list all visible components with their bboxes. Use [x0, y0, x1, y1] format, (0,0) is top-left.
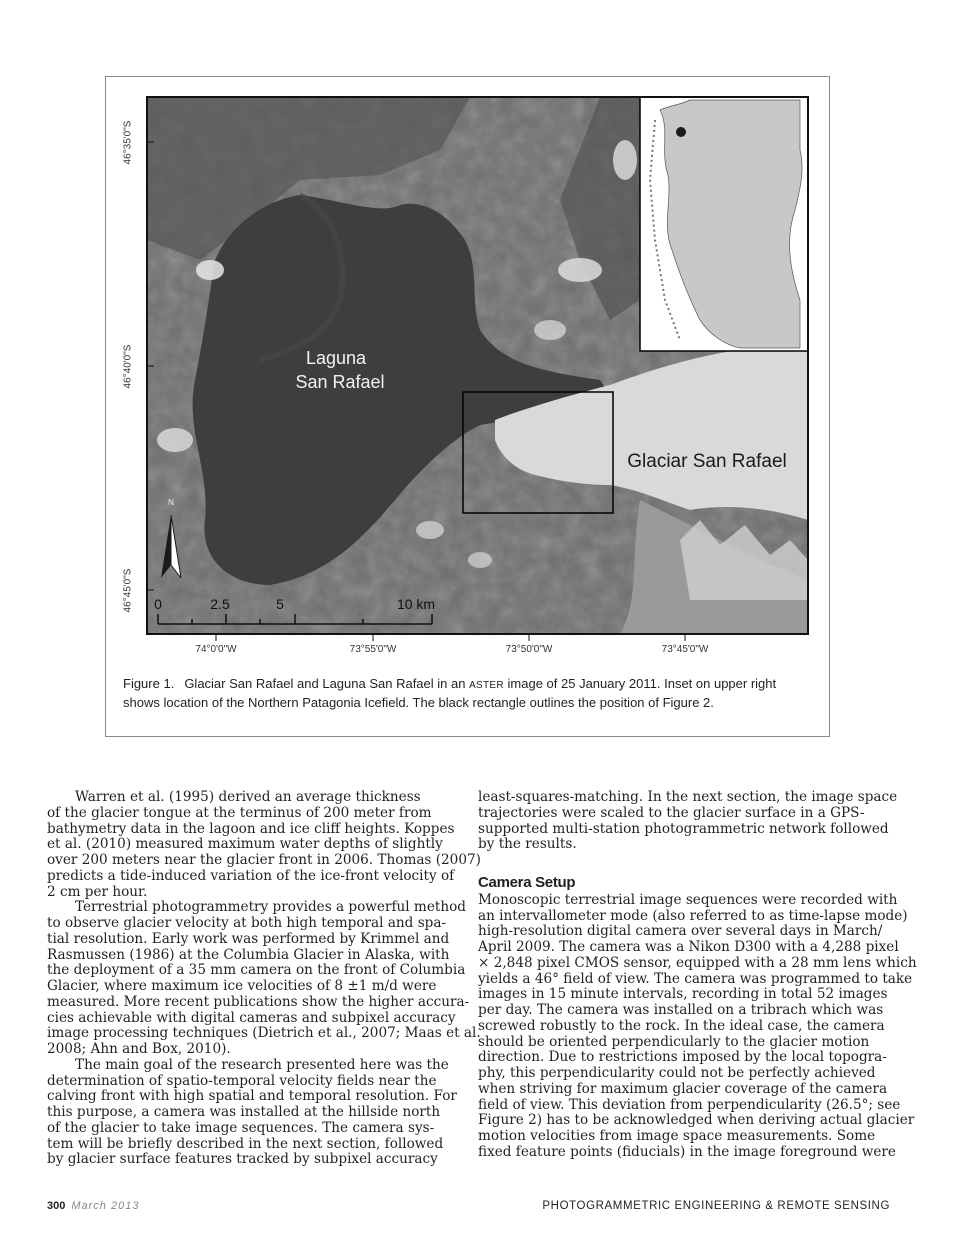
- scale-label-10km: 10 km: [396, 596, 436, 612]
- text-line: The main goal of the research presented here was the: [75, 1056, 449, 1073]
- text-line: the deployment of a 35 mm camera on the front of Columbia: [47, 962, 466, 979]
- caption-aster: ASTER: [469, 680, 504, 691]
- text-line: should be oriented perpendicularly to the glacier motion: [478, 1033, 870, 1050]
- figure-number: Figure 1.: [123, 676, 175, 691]
- text-line: Figure 2) has to be acknowledged when deriving actual glacier: [478, 1112, 915, 1129]
- text-line: measured. More recent publications show the higher accura-: [47, 993, 470, 1010]
- paragraph-main-goal: [47, 1058, 459, 1168]
- text-line: supported multi-station photogrammetric network followed: [478, 820, 889, 837]
- text-line: determination of spatio-temporal velocity fields near the: [47, 1072, 437, 1089]
- text-line: fixed feature points (fiducials) in the image foreground were: [478, 1143, 896, 1160]
- scale-label-0: 0: [154, 596, 162, 612]
- text-line: tial resolution. Early work was performed by Krimmel and: [47, 930, 450, 947]
- journal-name: PHOTOGRAMMETRIC ENGINEERING & REMOTE SENSING: [542, 1200, 890, 1212]
- lon-label-73-55: 73°55'0"W: [349, 644, 397, 655]
- right-column: [478, 789, 917, 1161]
- paragraph-continuation: [478, 789, 898, 853]
- scale-label-5: 5: [276, 596, 284, 612]
- text-line: to observe glacier velocity at both high temporal and spa-: [47, 915, 447, 931]
- section-heading-camera-setup: Camera Setup: [478, 874, 576, 891]
- text-line: trajectories were scaled to the glacier surface in a GPS-: [478, 804, 865, 821]
- text-line: least-squares-matching. In the next section, the image space: [478, 789, 898, 805]
- text-line: direction. Due to restrictions imposed by the local topogra-: [478, 1049, 887, 1066]
- glacier-label: Glaciar San Rafael: [627, 451, 787, 472]
- text-line: images in 15 minute intervals, recording in total 52 images: [478, 986, 888, 1003]
- page-number: 300: [47, 1200, 66, 1212]
- text-line: per day. The camera was installed on a tribrach which was: [478, 1002, 884, 1018]
- lon-label-73-45: 73°45'0"W: [661, 644, 709, 655]
- text-line: Warren et al. (1995) derived an average thickness: [75, 789, 421, 805]
- lon-label-74-00: 74°0'0"W: [195, 644, 237, 655]
- scale-label-2-5: 2.5: [210, 596, 230, 612]
- text-line: screwed robustly to the rock. In the ideal case, the camera: [478, 1017, 885, 1034]
- text-line: 2 cm per hour.: [47, 883, 148, 900]
- text-line: Terrestrial photogrammetry provides a powerful method: [75, 899, 466, 916]
- text-line: cies achievable with digital cameras and subpixel accuracy: [47, 1009, 456, 1026]
- caption-text-a: Glaciar San Rafael and Laguna San Rafael in an: [184, 676, 470, 691]
- text-line: bathymetry data in the lagoon and ice cliff heights. Koppes: [47, 820, 455, 837]
- text-line: when striving for maximum glacier coverage of the camera: [478, 1080, 888, 1097]
- text-line: image processing techniques (Dietrich et al., 2007; Maas et al.: [47, 1025, 481, 1042]
- text-line: over 200 meters near the glacier front in 2006. Thomas (2007): [47, 852, 481, 868]
- laguna-label-line2: San Rafael: [295, 372, 385, 392]
- text-line: Rasmussen (1986) at the Columbia Glacier in Alaska, with: [47, 946, 450, 963]
- lat-label-46-40: 46°40'0"S: [122, 344, 134, 389]
- text-line: calving front with high spatial and temporal resolution. For: [47, 1088, 457, 1105]
- text-line: phy, this perpendicularity could not be perfectly achieved: [478, 1065, 876, 1081]
- text-line: motion velocities from image space measurements. Some: [478, 1128, 876, 1144]
- text-line: April 2009. The camera was a Nikon D300 with a 4,288 pixel: [478, 939, 899, 955]
- text-line: field of view. This deviation from perpendicularity (26.5°; see: [478, 1096, 901, 1113]
- north-label: N: [168, 498, 174, 507]
- text-line: this purpose, a camera was installed at the hillside north: [47, 1104, 441, 1120]
- figure-caption: [123, 675, 808, 711]
- location-marker-icon: [676, 127, 686, 137]
- left-column: [47, 789, 481, 1168]
- page-footer-left: [47, 1200, 139, 1212]
- paragraph-photogrammetry: [47, 899, 481, 1058]
- text-line: predicts a tide-induced variation of the ice-front velocity of: [47, 867, 455, 884]
- issue-date: March 2013: [71, 1200, 140, 1212]
- paragraph-warren: [47, 789, 481, 900]
- text-line: × 2,848 pixel CMOS sensor, equipped with a 28 mm lens which: [478, 954, 917, 971]
- text-line: 2008; Ahn and Box, 2010).: [47, 1041, 231, 1057]
- text-line: et al. (2010) measured maximum water depths of slightly: [47, 836, 443, 853]
- text-line: tem will be briefly described in the next section, followed: [47, 1135, 444, 1152]
- text-line: high-resolution digital camera over several days in March/: [478, 923, 883, 940]
- text-line: Glacier, where maximum ice velocities of 8 ±1 m/d were: [47, 978, 437, 994]
- caption-text-b: image of 25 January 2011. Inset on upper right shows location of the Northern Patagonia Icefield. The black rectangle outlines the position of Figure 2.: [123, 676, 777, 710]
- lat-label-46-45: 46°45'0"S: [122, 568, 134, 613]
- text-line: of the glacier tongue at the terminus of 200 meter from: [47, 804, 432, 821]
- text-line: of the glacier to take image sequences. The camera sys-: [47, 1119, 435, 1136]
- laguna-label-line1: Laguna: [305, 348, 367, 368]
- text-line: by glacier surface features tracked by subpixel accuracy: [47, 1151, 438, 1168]
- text-line: Monoscopic terrestrial image sequences were recorded with: [478, 891, 898, 908]
- lat-label-46-35: 46°35'0"S: [122, 120, 134, 165]
- paragraph-camera-setup: [478, 891, 917, 1161]
- lon-label-73-50: 73°50'0"W: [505, 644, 553, 655]
- text-line: by the results.: [478, 836, 577, 853]
- text-line: an intervallometer mode (also referred to as time-lapse mode): [478, 907, 908, 924]
- text-line: yields a 46° field of view. The camera was programmed to take: [478, 970, 913, 987]
